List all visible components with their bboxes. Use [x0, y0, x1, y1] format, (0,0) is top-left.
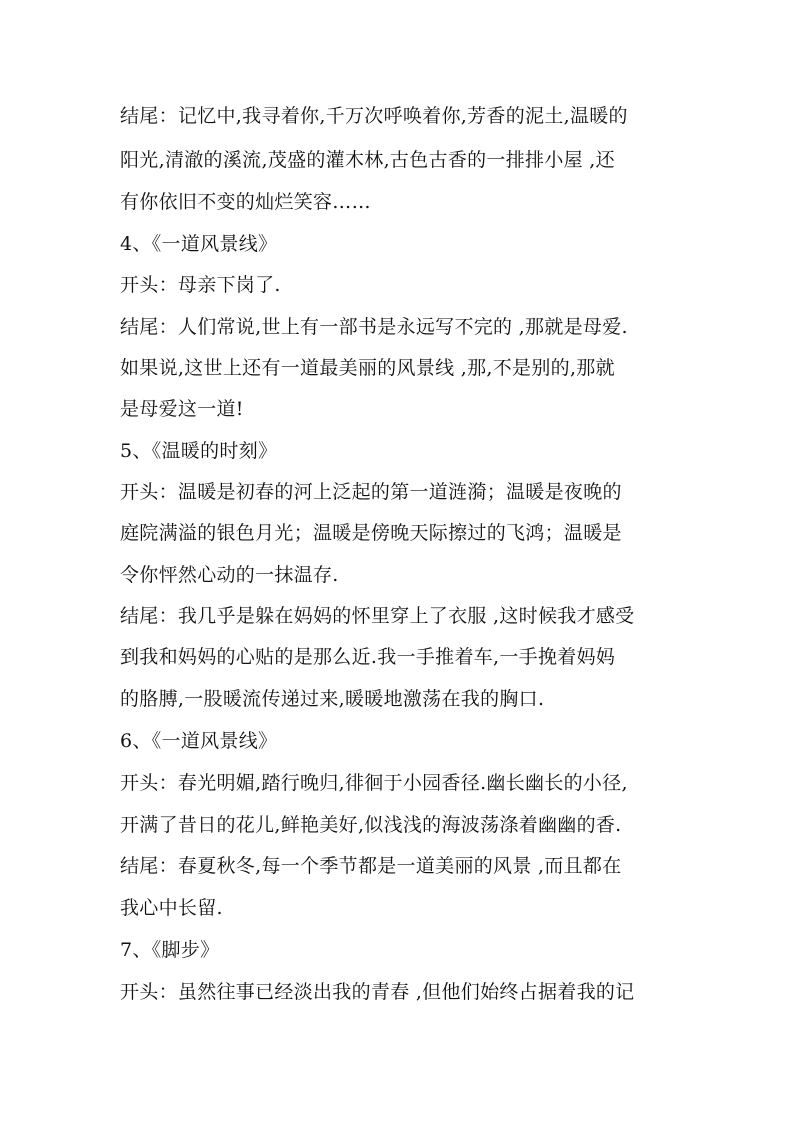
text-line: 我心中长留.: [120, 897, 223, 919]
text-line: 开满了昔日的花儿,鲜艳美好,似浅浅的海波荡涤着幽幽的香.: [120, 814, 622, 836]
text-line: 如果说,这世上还有一道最美丽的风景线 ,那,不是别的,那就: [120, 357, 615, 379]
text-line: 令你怦然心动的一抹温存.: [120, 564, 339, 586]
text-line: 结尾：我几乎是躲在妈妈的怀里穿上了衣服 ,这时候我才感受: [120, 605, 635, 627]
text-line: 开头：虽然往事已经淡出我的青春 ,但他们始终占据着我的记: [120, 981, 635, 1003]
text-line: 到我和妈妈的心贴的是那么近.我一手推着车,一手挽着妈妈: [120, 646, 616, 668]
section-heading: 5、《温暖的时刻》: [120, 440, 278, 462]
text-line: 的胳膊,一股暖流传递过来,暖暖地激荡在我的胸口.: [120, 688, 545, 710]
section-heading: 6、《一道风景线》: [120, 730, 278, 752]
text-line: 结尾：记忆中,我寻着你,千万次呼唤着你,芳香的泥土,温暖的: [120, 105, 628, 127]
section-heading: 4、《一道风景线》: [120, 233, 278, 255]
text-line: 是母爱这一道!: [120, 398, 244, 420]
text-line: 有你依旧不变的灿烂笑容……: [120, 191, 371, 213]
text-line: 阳光,清澈的溪流,茂盛的灌木林,古色古香的一排排小屋 ,还: [120, 149, 615, 171]
section-heading: 7、《脚步》: [120, 939, 220, 961]
text-line: 开头：温暖是初春的河上泛起的第一道涟漪；温暖是夜晚的: [120, 481, 622, 503]
text-line: 开头：春光明媚,踏行晚归,徘徊于小园香径.幽长幽长的小径,: [120, 772, 628, 794]
text-line: 开头：母亲下岗了.: [120, 274, 281, 296]
text-line: 结尾：春夏秋冬,每一个季节都是一道美丽的风景 ,而且都在: [120, 855, 622, 877]
text-line: 庭院满溢的银色月光；温暖是傍晚天际擦过的飞鸿；温暖是: [120, 522, 622, 544]
text-line: 结尾：人们常说,世上有一部书是永远写不完的 ,那就是母爱.: [120, 316, 628, 338]
